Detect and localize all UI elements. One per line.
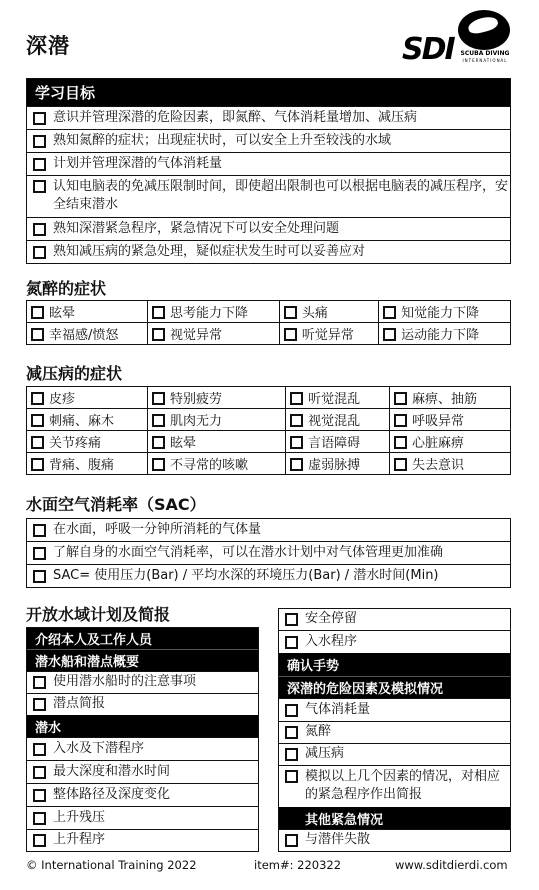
sac-item: SAC= 使用压力(Bar) / 平均水深的环境压力(Bar) / 潜水时间(Min) [27, 564, 510, 587]
symptom-cell: 关节疼痛 [27, 431, 148, 453]
briefing-item: 气体消耗量 [279, 698, 510, 721]
checkbox[interactable] [285, 636, 298, 649]
sdi-logo [402, 10, 514, 67]
briefing-right-column [278, 608, 511, 852]
checkbox[interactable] [152, 414, 165, 427]
symptom-cell: 肌肉无力 [148, 409, 286, 431]
symptom-cell: 听觉异常 [279, 323, 378, 345]
checkbox[interactable] [33, 135, 46, 148]
symptom-cell: 听觉混乱 [286, 387, 390, 409]
briefing-item: 模拟以上几个因素的情况，对相应的紧急程序作出简报 [279, 765, 510, 807]
narcosis-heading: 氮醉的症状 [26, 279, 107, 298]
briefing-item: 上升残压 [27, 806, 258, 829]
checkbox[interactable] [285, 704, 298, 717]
checkbox[interactable] [394, 436, 407, 449]
checkbox[interactable] [33, 246, 46, 259]
symptom-cell: 心脏麻痹 [389, 431, 510, 453]
checkbox[interactable] [33, 766, 46, 779]
symptom-cell: 视觉异常 [148, 323, 280, 345]
objectives-heading: 学习目标 [27, 79, 510, 106]
symptom-cell: 视觉混乱 [286, 409, 390, 431]
symptom-cell: 呼吸异常 [389, 409, 510, 431]
symptom-cell: 知觉能力下降 [379, 301, 511, 323]
checkbox[interactable] [284, 328, 297, 341]
checkbox[interactable] [290, 414, 303, 427]
objective-item: 认知电脑表的免减压限制时间，即使超出限制也可以根据电脑表的减压程序，安全结束潜水 [27, 175, 510, 217]
checkbox[interactable] [33, 547, 46, 560]
footer-copyright: © International Training 2022 [26, 858, 197, 872]
sac-box [26, 518, 511, 588]
checkbox[interactable] [284, 306, 297, 319]
objective-item: 熟知氮醉的症状；出现症状时，可以安全上升至较浅的水域 [27, 129, 510, 152]
logo-subline: INTERNATIONAL [462, 58, 508, 63]
logo-tagline: SCUBA DIVING [460, 50, 510, 57]
symptom-cell: 眩晕 [27, 301, 148, 323]
checkbox[interactable] [31, 306, 44, 319]
symptom-cell: 眩晕 [148, 431, 286, 453]
briefing-item: 入水及下潜程序 [27, 737, 258, 760]
checkbox[interactable] [33, 812, 46, 825]
checkbox[interactable] [152, 328, 165, 341]
objective-item: 熟知减压病的紧急处理，疑似症状发生时可以妥善应对 [27, 240, 510, 263]
page-title: 深潜 [26, 34, 70, 58]
briefing-item: 减压病 [279, 743, 510, 765]
briefing-item: 安全停留 [279, 608, 510, 630]
checkbox[interactable] [33, 743, 46, 756]
checkbox[interactable] [394, 458, 407, 471]
sac-heading: 水面空气消耗率（SAC） [26, 495, 206, 514]
briefing-item: 上升程序 [27, 829, 258, 851]
checkbox[interactable] [33, 789, 46, 802]
checkbox[interactable] [394, 414, 407, 427]
briefing-item: 整体路径及深度变化 [27, 783, 258, 806]
checkbox[interactable] [152, 306, 165, 319]
checkbox[interactable] [285, 726, 298, 739]
symptom-cell: 麻痹、抽筋 [389, 387, 510, 409]
checkbox[interactable] [33, 180, 46, 193]
symptom-cell: 背痛、腹痛 [27, 453, 148, 475]
symptom-cell: 言语障碍 [286, 431, 390, 453]
checkbox[interactable] [33, 834, 46, 847]
briefing-section-bar: 潜水 [27, 715, 258, 737]
objective-item: 意识并管理深潜的危险因素，即氮醉、气体消耗量增加、减压病 [27, 106, 510, 129]
checkbox[interactable] [33, 158, 46, 171]
checkbox[interactable] [33, 676, 46, 689]
briefing-item: 潜点简报 [27, 693, 258, 715]
checkbox[interactable] [33, 570, 46, 583]
checkbox[interactable] [31, 328, 44, 341]
checkbox[interactable] [152, 392, 165, 405]
footer-website-link[interactable]: www.sditdierdi.com [395, 858, 508, 872]
checkbox[interactable] [33, 698, 46, 711]
checkbox[interactable] [33, 112, 46, 125]
checkbox[interactable] [152, 458, 165, 471]
briefing-section-bar: 潜水船和潜点概要 [27, 649, 258, 671]
symptom-cell: 刺痛、麻木 [27, 409, 148, 431]
checkbox[interactable] [290, 436, 303, 449]
narcosis-table [26, 300, 511, 345]
briefing-section-bar: 确认手势 [279, 653, 510, 676]
symptom-cell: 头痛 [279, 301, 378, 323]
sac-item: 了解自身的水面空气消耗率，可以在潜水计划中对气体管理更加准确 [27, 541, 510, 564]
globe-diver-icon [458, 10, 510, 50]
checkbox[interactable] [33, 223, 46, 236]
symptom-cell: 虚弱脉搏 [286, 453, 390, 475]
symptom-cell: 特别疲劳 [148, 387, 286, 409]
checkbox[interactable] [383, 328, 396, 341]
dcs-table [26, 386, 511, 475]
logo-wordmark: SDI [402, 32, 454, 67]
sac-item: 在水面，呼吸一分钟所消耗的气体量 [27, 518, 510, 541]
objective-item: 熟知深潜紧急程序，紧急情况下可以安全处理问题 [27, 217, 510, 240]
symptom-cell: 不寻常的咳嗽 [148, 453, 286, 475]
checkbox[interactable] [31, 458, 44, 471]
briefing-item: 最大深度和潜水时间 [27, 760, 258, 783]
briefing-left-column [26, 627, 259, 852]
briefing-item: 氮醉 [279, 721, 510, 743]
briefing-section-bar: 其他紧急情况 [279, 807, 510, 829]
checkbox[interactable] [152, 436, 165, 449]
symptom-cell: 运动能力下降 [379, 323, 511, 345]
briefing-heading: 开放水域计划及简报 [26, 605, 171, 624]
briefing-item: 与潜伴失散 [279, 829, 510, 851]
checkbox[interactable] [290, 392, 303, 405]
footer-item-number: item#: 220322 [254, 858, 342, 872]
objective-item: 计划并管理深潜的气体消耗量 [27, 152, 510, 175]
symptom-cell: 思考能力下降 [148, 301, 280, 323]
objectives-box [26, 78, 511, 264]
dcs-heading: 减压病的症状 [26, 364, 123, 383]
checkbox[interactable] [383, 306, 396, 319]
checkbox[interactable] [290, 458, 303, 471]
checkbox[interactable] [31, 414, 44, 427]
checkbox[interactable] [31, 392, 44, 405]
checkbox[interactable] [285, 770, 298, 783]
symptom-cell: 皮疹 [27, 387, 148, 409]
symptom-cell: 幸福感/愤怒 [27, 323, 148, 345]
checkbox[interactable] [394, 392, 407, 405]
checkbox[interactable] [285, 748, 298, 761]
symptom-cell: 失去意识 [389, 453, 510, 475]
briefing-item: 使用潜水船时的注意事项 [27, 671, 258, 693]
checkbox[interactable] [31, 436, 44, 449]
checkbox[interactable] [33, 524, 46, 537]
checkbox[interactable] [285, 834, 298, 847]
briefing-section-bar: 介绍本人及工作人员 [27, 628, 258, 649]
briefing-section-bar: 深潜的危险因素及模拟情况 [279, 676, 510, 698]
briefing-item: 入水程序 [279, 630, 510, 653]
checkbox[interactable] [285, 613, 298, 626]
